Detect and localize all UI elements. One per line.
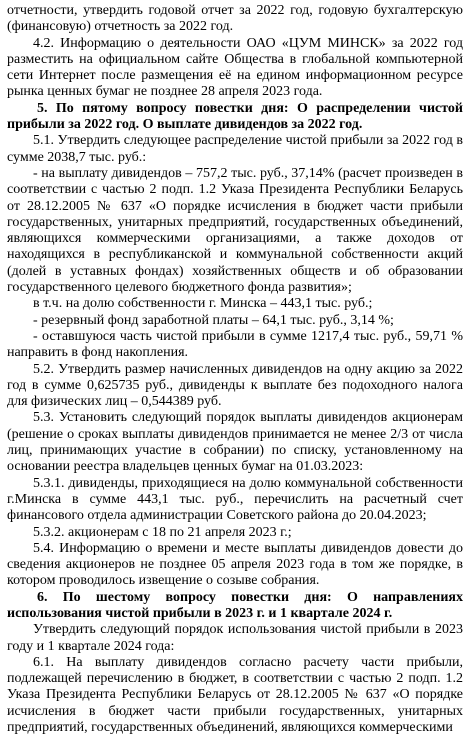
section-heading-6: 6. По шестому вопросу повестки дня: О направлениях использования чистой прибыли в 2023 г. и 1 квартале 2024 г. — [7, 589, 463, 621]
paragraph-6-intro: Утвердить следующий порядок использования чистой прибыли в 2023 году и 1 квартале 2024 года: — [7, 622, 463, 654]
paragraph-5-3-1: 5.3.1. дивиденды, приходящиеся на долю коммунальной собственности г.Минска в сумме 443,1 тыс. руб., перечислить на расчетный счет финансового отдела администрации Советского района до 20.04.2023; — [7, 475, 463, 524]
paragraph-6-1: 6.1. На выплату дивидендов согласно расчету части прибыли, подлежащей перечислению в бюджет, в соответствии с частью 2 подп. 1.2 Указа Президента Республики Беларусь от 28.12.2005 № 637 «О порядке исчисления в бюджет части прибыли государственных, унитарных предприятий, государственных объединений, являющихся коммерческими — [7, 654, 463, 736]
list-item-minsk-share: в т.ч. на долю собственности г. Минска – 443,1 тыс. руб.; — [33, 296, 373, 312]
paragraph-4-2: 4.2. Информацию о деятельности ОАО «ЦУМ МИНСК» за 2022 год разместить на официальном сайте Общества в глобальной компьютерной сети Интернет после размещения её на едином информационном ресурсе рынка ценных бумаг не позднее 28 апреля 2023 года. — [7, 35, 463, 100]
paragraph-5-2: 5.2. Утвердить размер начисленных дивидендов на одну акцию за 2022 год в сумме 0,625735 руб., дивиденды к выплате без подоходного налога для физических лиц – 0,544389 руб. — [7, 361, 463, 410]
paragraph-5-3: 5.3. Установить следующий порядок выплаты дивидендов акционерам (решение о сроках выплаты дивидендов принимается не менее 2/3 от числа лиц, принимающих участие в собрании) по списку, установленному на основании реестра владельцев ценных бумаг на 01.03.2023: — [7, 410, 463, 475]
list-item-dividends: - на выплату дивидендов – 757,2 тыс. руб., 37,14% (расчет произведен в соответствии с частью 2 подп. 1.2 Указа Президента Республики Беларусь от 28.12.2005 № 637 «О порядке исчисления в бюджет части прибыли государственных, унитарных предприятий, государственных объединений, являющихся коммерческими организациями, а также доходов от находящихся в республиканской и коммунальной собственности акций (долей в уставных фондах) хозяйственных обществ и об образовании государственного целевого бюджетного фонда развития»; — [7, 165, 463, 296]
list-item-reserve-fund: - резервный фонд заработной платы – 64,1 тыс. руб., 3,14 %; — [33, 312, 394, 328]
paragraph-5-4: 5.4. Информацию о времени и месте выплаты дивидендов довести до сведения акционеров не позднее 05 апреля 2023 года в том же порядке, в котором проводилось извещение о созыве собрания. — [7, 540, 463, 589]
paragraph-5-3-2: 5.3.2. акционерам с 18 по 21 апреля 2023 г.; — [33, 524, 292, 540]
paragraph-continuation: отчетности, утвердить годовой отчет за 2022 год, годовую бухгалтерскую (финансовую) отчетность за 2022 год. — [7, 3, 463, 35]
section-heading-5: 5. По пятому вопросу повестки дня: О распределении чистой прибыли за 2022 год. О выплате дивидендов за 2022 год. — [7, 100, 463, 133]
paragraph-5-1: 5.1. Утвердить следующее распределение чистой прибыли за 2022 год в сумме 2038,7 тыс. руб.: — [7, 133, 463, 165]
list-item-accumulation-fund: - оставшуюся часть чистой прибыли в сумме 1217,4 тыс. руб., 59,71 % направить в фонд накопления. — [7, 328, 463, 361]
